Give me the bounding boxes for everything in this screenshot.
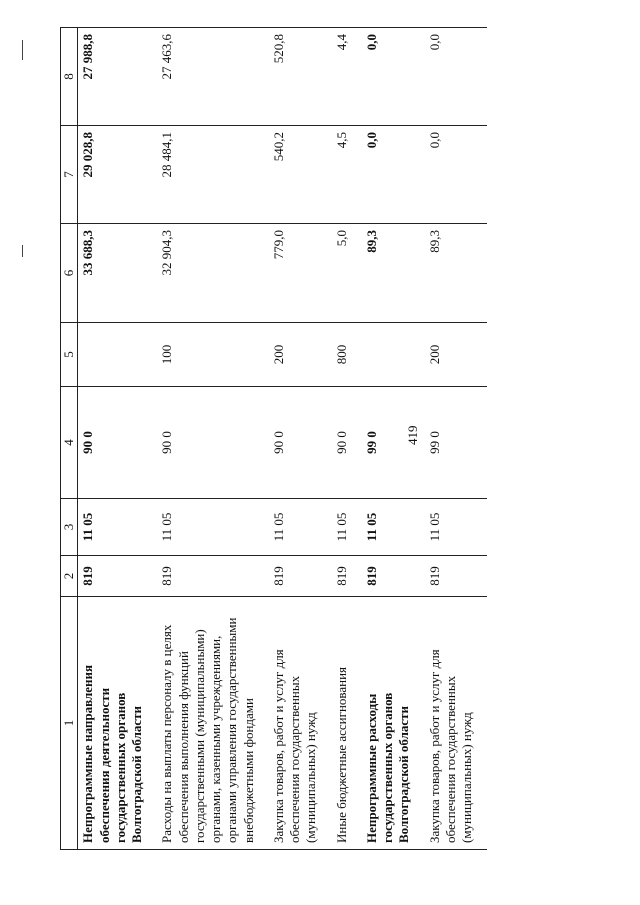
table-body (78, 28, 488, 850)
row-target-article: 90 0 (78, 387, 158, 499)
table-row (157, 28, 269, 850)
column-header: 3 (61, 499, 78, 556)
row-section: 11 05 (269, 499, 332, 556)
row-target-article: 90 0 (269, 387, 332, 499)
row-amount-col7: 28 484,1 (157, 126, 269, 224)
row-target-article: 99 0 (425, 387, 488, 499)
page-number: 419 (405, 425, 420, 445)
row-amount-col7: 29 028,8 (78, 126, 158, 224)
row-amount-col7: 4,5 (332, 126, 362, 224)
row-description: Иные бюджетные ассигнования (332, 597, 362, 850)
row-section: 11 05 (425, 499, 488, 556)
table-row (362, 28, 425, 850)
row-amount-col8: 520,8 (269, 28, 332, 126)
row-code: 819 (425, 556, 488, 597)
row-amount-col6: 779,0 (269, 224, 332, 323)
row-expense-type: 200 (269, 323, 332, 387)
row-amount-col6: 32 904,3 (157, 224, 269, 323)
table-row (332, 28, 362, 850)
row-amount-col8: 0,0 (362, 28, 425, 126)
row-expense-type: 800 (332, 323, 362, 387)
table-row (425, 28, 488, 850)
row-section: 11 05 (78, 499, 158, 556)
row-code: 819 (269, 556, 332, 597)
row-expense-type: 200 (425, 323, 488, 387)
column-header: 7 (61, 126, 78, 224)
row-expense-type (78, 323, 158, 387)
column-header: 6 (61, 224, 78, 323)
row-amount-col6: 33 688,3 (78, 224, 158, 323)
row-amount-col7: 0,0 (425, 126, 488, 224)
row-amount-col7: 540,2 (269, 126, 332, 224)
row-amount-col6: 5,0 (332, 224, 362, 323)
column-header: 1 (61, 597, 78, 850)
row-section: 11 05 (157, 499, 269, 556)
row-description: Расходы на выплаты персоналу в целях обеспечения выполнения функций государственными (муниципальными) органами, казенными учреждениями, органами управления государственными внебюджетными фондами (157, 597, 269, 850)
column-header: 5 (61, 323, 78, 387)
row-target-article: 90 0 (157, 387, 269, 499)
column-header: 4 (61, 387, 78, 499)
row-target-article: 99 0 (362, 387, 425, 499)
row-expense-type (362, 323, 425, 387)
row-amount-col8: 27 988,8 (78, 28, 158, 126)
row-amount-col7: 0,0 (362, 126, 425, 224)
row-description: Закупка товаров, работ и услуг для обеспечения государственных (муниципальных) нужд (269, 597, 332, 850)
column-header: 2 (61, 556, 78, 597)
row-amount-col8: 0,0 (425, 28, 488, 126)
row-description: Закупка товаров, работ и услуг для обеспечения государственных (муниципальных) нужд (425, 597, 488, 850)
row-amount-col6: 89,3 (425, 224, 488, 323)
column-header: 8 (61, 28, 78, 126)
table-row (78, 28, 158, 850)
row-target-article: 90 0 (332, 387, 362, 499)
budget-table (60, 27, 487, 850)
row-section: 11 05 (332, 499, 362, 556)
row-description: Непрограммные расходы государственных органов Волгоградской области (362, 597, 425, 850)
row-description: Непрограммные направления обеспечения деятельности государственных органов Волгоградской области (78, 597, 158, 850)
row-code: 819 (332, 556, 362, 597)
table-row (269, 28, 332, 850)
row-expense-type: 100 (157, 323, 269, 387)
row-code: 819 (362, 556, 425, 597)
row-amount-col8: 27 463,6 (157, 28, 269, 126)
row-amount-col8: 4,4 (332, 28, 362, 126)
table-header-row (61, 28, 78, 850)
row-code: 819 (157, 556, 269, 597)
row-section: 11 05 (362, 499, 425, 556)
row-code: 819 (78, 556, 158, 597)
row-amount-col6: 89,3 (362, 224, 425, 323)
